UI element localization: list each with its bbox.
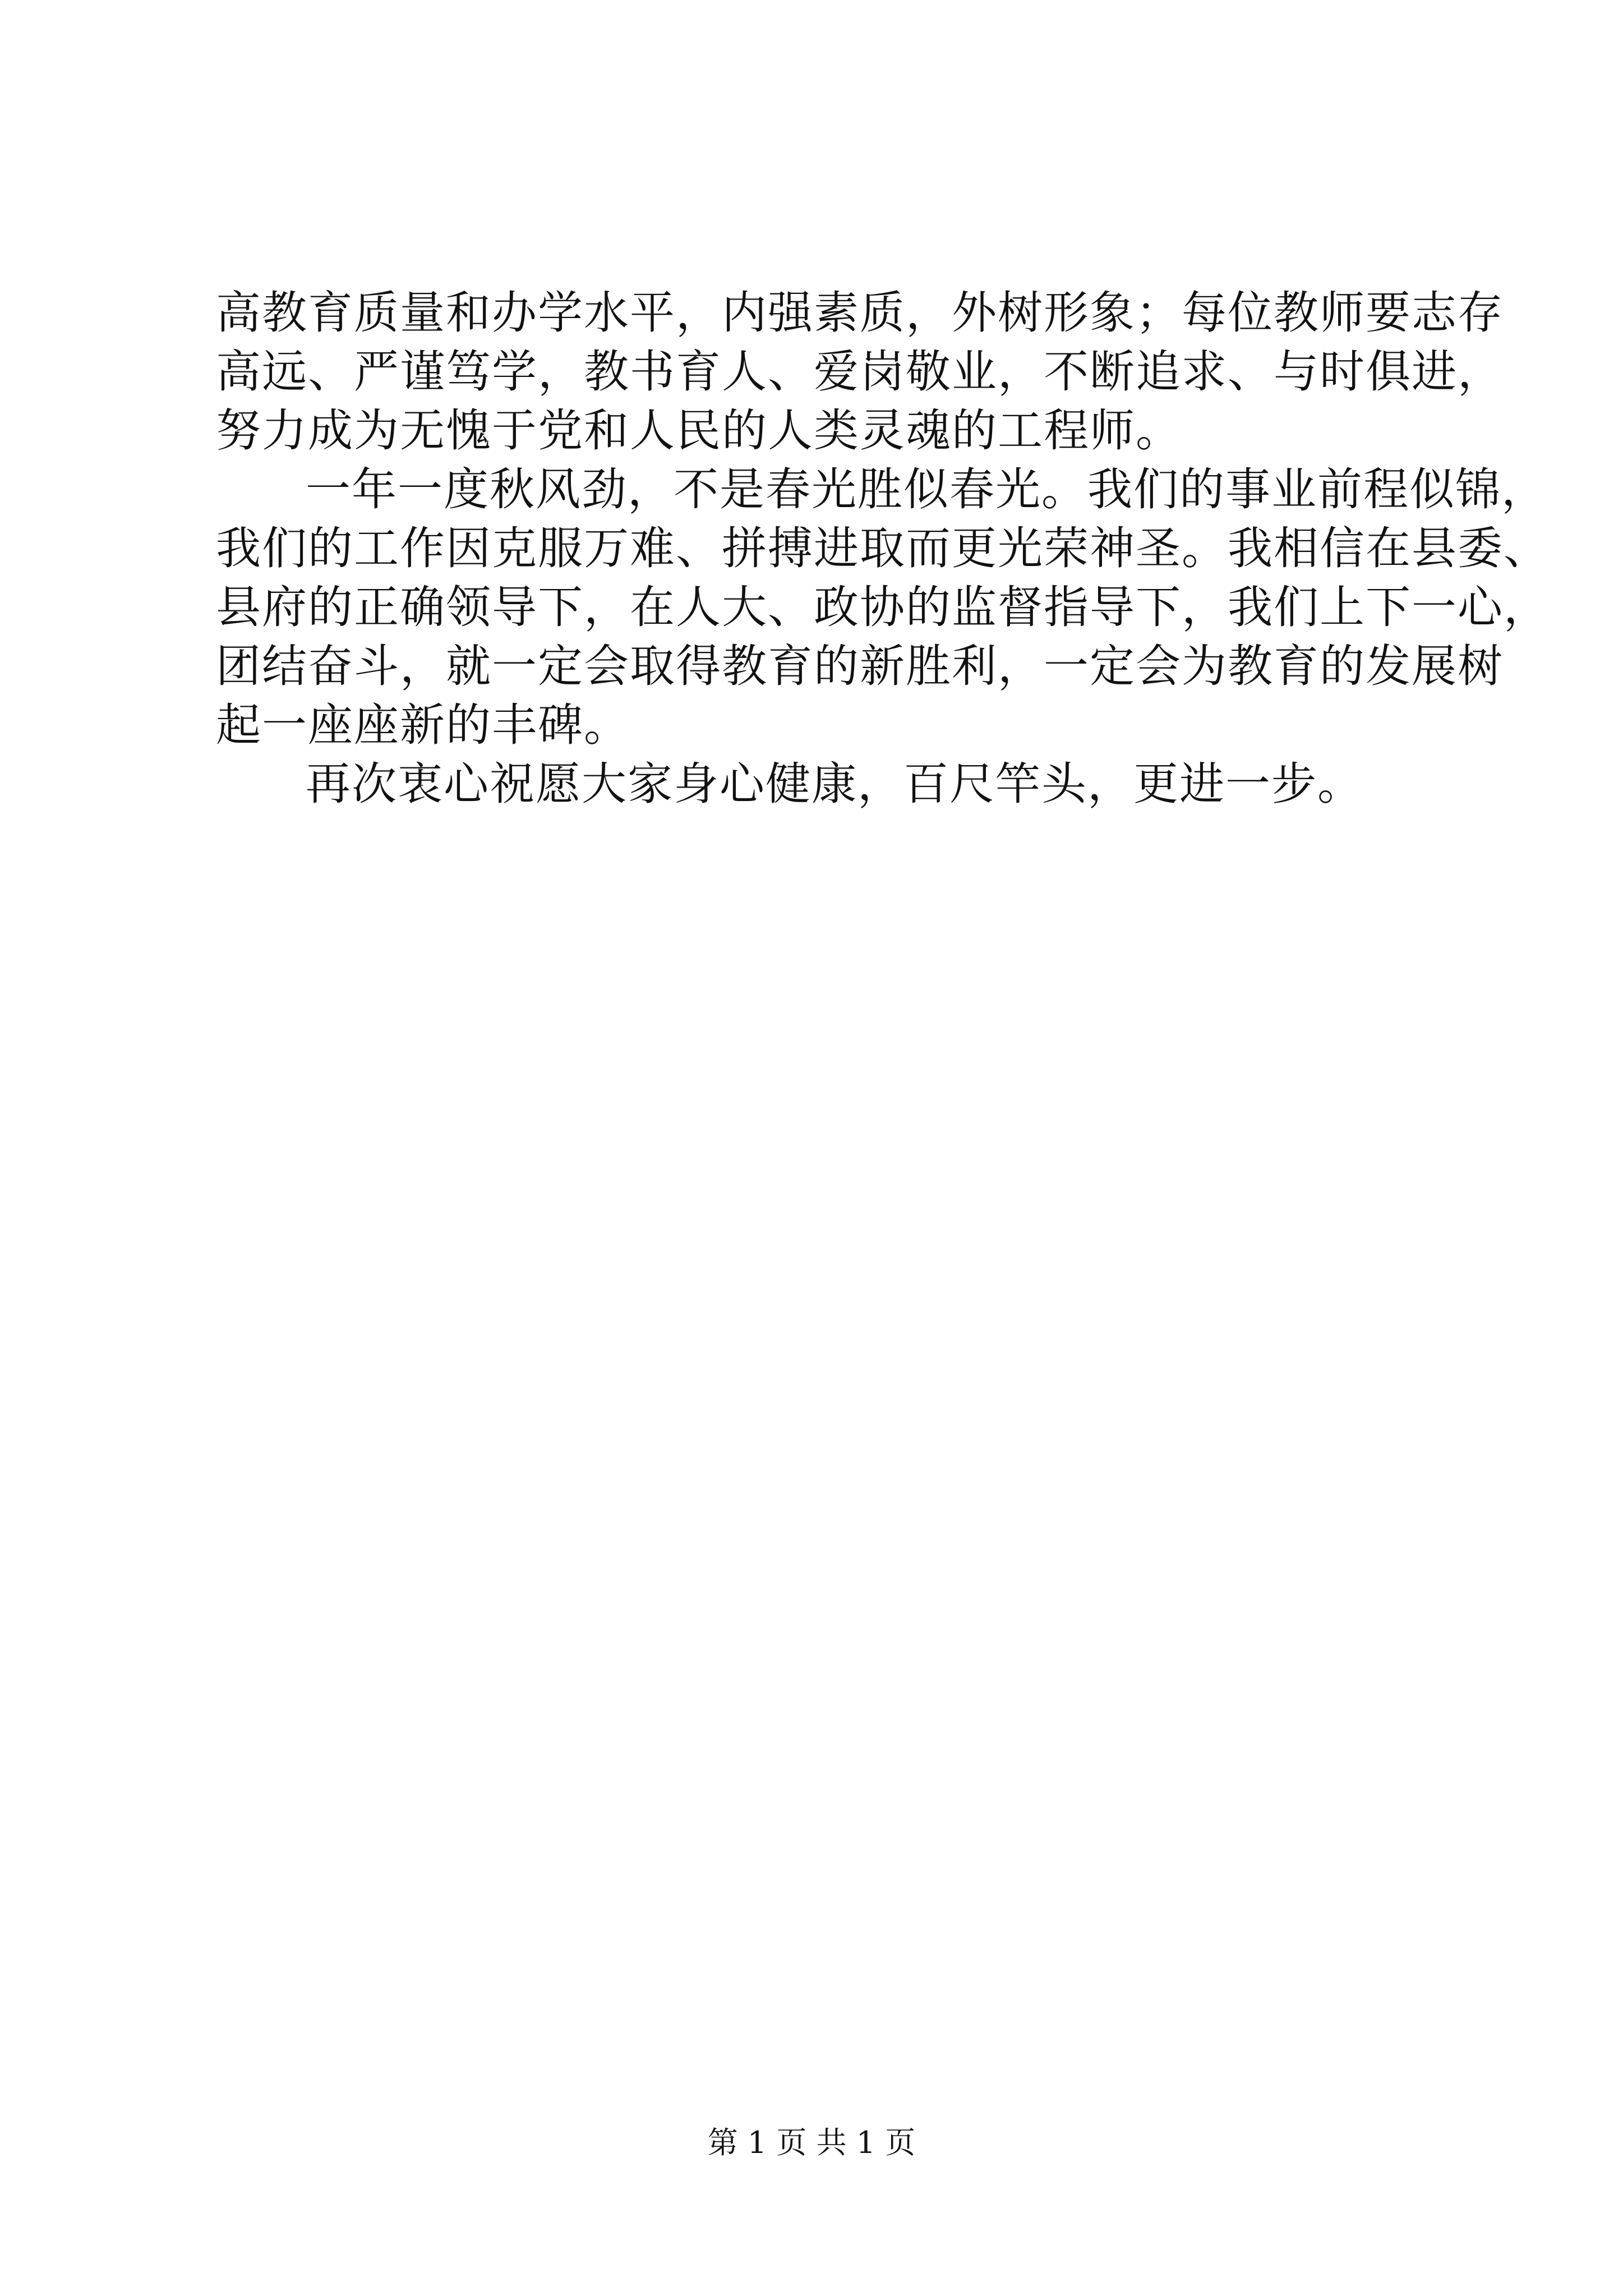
text-line: 努力成为无愧于党和人民的人类灵魂的工程师。	[216, 404, 1182, 457]
paragraph-start-line: 一年一度秋风劲，不是春光胜似春光。我们的事业前程似锦，	[306, 463, 1547, 516]
document-body	[216, 283, 1550, 813]
text-line: 团结奋斗，就一定会取得教育的新胜利，一定会为教育的发展树	[216, 640, 1504, 692]
text-line: 高教育质量和办学水平，内强素质，外树形象；每位教师要志存	[216, 287, 1504, 339]
paragraph-start-line: 再次衷心祝愿大家身心健康，百尺竿头，更进一步。	[306, 758, 1363, 810]
text-line: 高远、严谨笃学，教书育人、爱岗敬业，不断追求、与时俱进，	[216, 346, 1504, 398]
text-line: 我们的工作因克服万难、拼搏进取而更光荣神圣。我相信在县委、	[216, 522, 1550, 574]
text-line: 起一座座新的丰碑。	[216, 699, 630, 751]
text-line: 县府的正确领导下，在人大、政协的监督指导下，我们上下一心，	[216, 581, 1550, 633]
page-footer: 第 1 页 共 1 页	[707, 2125, 916, 2160]
